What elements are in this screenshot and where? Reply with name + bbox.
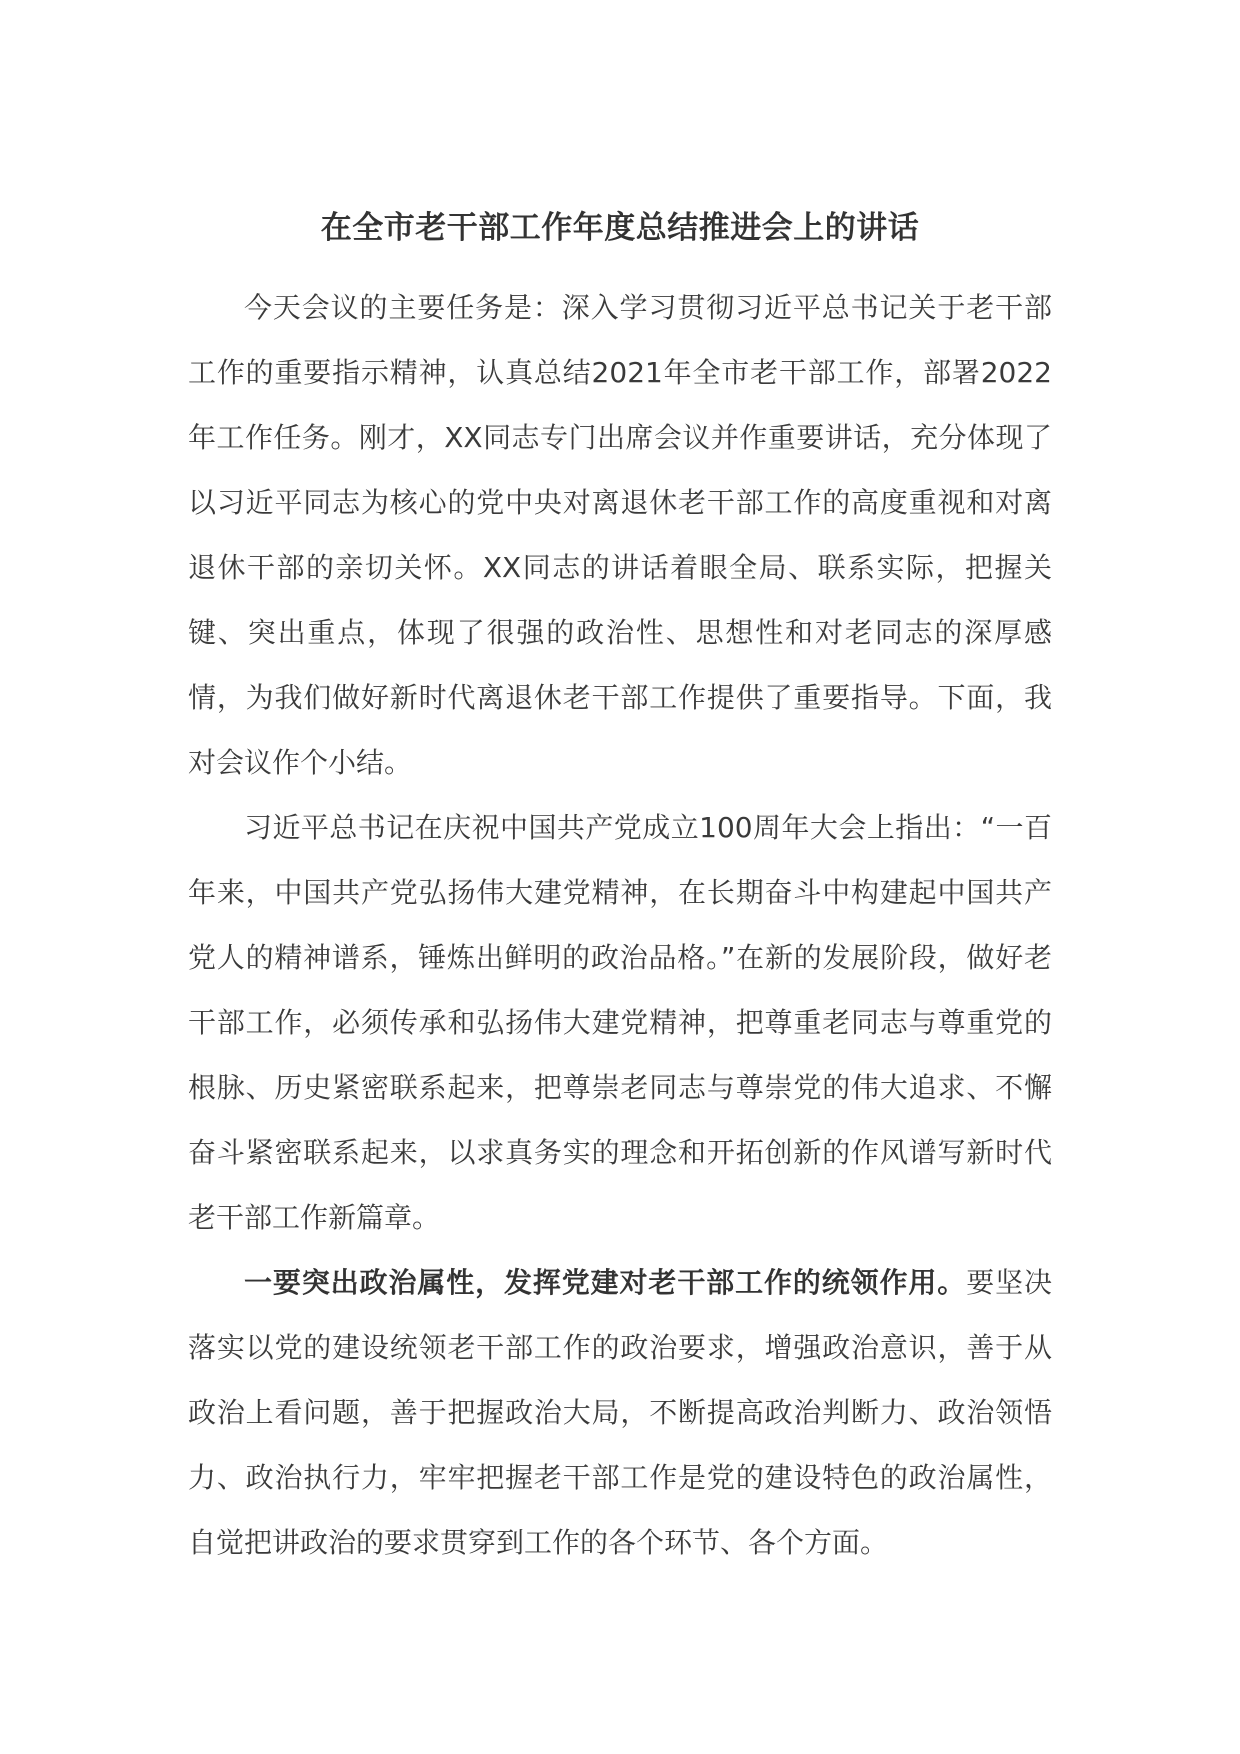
paragraph-3: [188, 1250, 1052, 1575]
paragraph-1-text: 今天会议的主要任务是：深入学习贯彻习近平总书记关于老干部工作的重要指示精神，认真总结2021年全市老干部工作，部署2022年工作任务。刚才，XX同志专门出席会议并作重要讲话，充分体现了以习近平同志为核心的党中央对离退休老干部工作的高度重视和对离退休干部的亲切关怀。XX同志的讲话着眼全局、联系实际，把握关键、突出重点，体现了很强的政治性、思想性和对老同志的深厚感情，为我们做好新时代离退休老干部工作提供了重要指导。下面，我对会议作个小结。: [188, 291, 1052, 779]
paragraph-2-text: 习近平总书记在庆祝中国共产党成立100周年大会上指出：“一百年来，中国共产党弘扬伟大建党精神，在长期奋斗中构建起中国共产党人的精神谱系，锤炼出鲜明的政治品格。”在新的发展阶段，做好老干部工作，必须传承和弘扬伟大建党精神，把尊重老同志与尊重党的根脉、历史紧密联系起来，把尊崇老同志与尊崇党的伟大追求、不懈奋斗紧密联系起来，以求真务实的理念和开拓创新的作风谱写新时代老干部工作新篇章。: [188, 811, 1052, 1234]
paragraph-1: [188, 275, 1052, 795]
document-title: 在全市老干部工作年度总结推进会上的讲话: [320, 210, 920, 246]
paragraph-3-text: 要坚决落实以党的建设统领老干部工作的政治要求，增强政治意识，善于从政治上看问题，善于把握政治大局，不断提高政治判断力、政治领悟力、政治执行力，牢牢把握老干部工作是党的建设特色的政治属性，自觉把讲政治的要求贯穿到工作的各个环节、各个方面。: [188, 1266, 1052, 1559]
document-body: [188, 275, 1052, 1575]
paragraph-2: [188, 795, 1052, 1250]
paragraph-3-lead: 一要突出政治属性，发挥党建对老干部工作的统领作用。: [244, 1266, 967, 1299]
